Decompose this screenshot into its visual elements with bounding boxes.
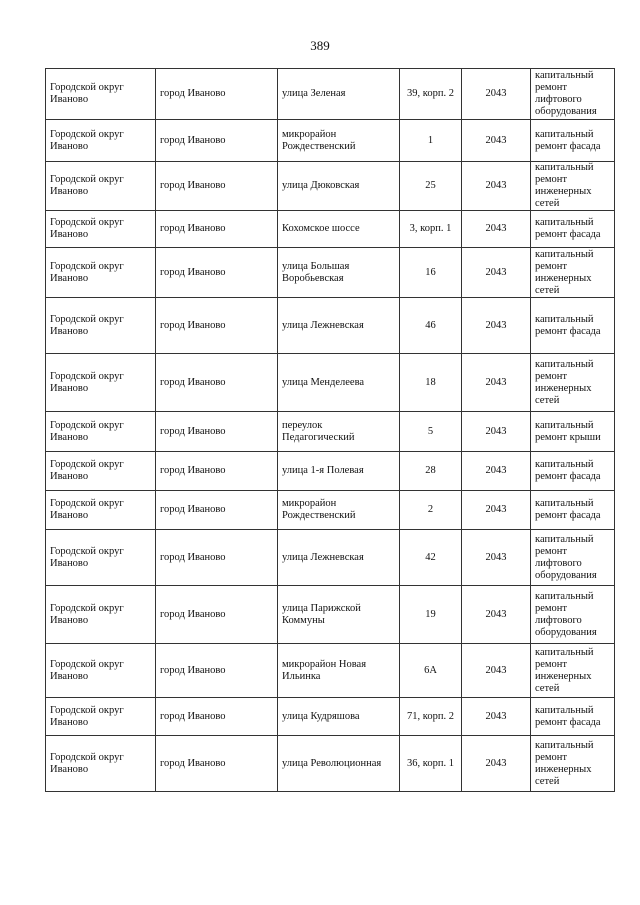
table-row [46, 120, 615, 162]
house-number-cell: 5 [400, 412, 462, 452]
street-cell: улица Менделеева [278, 354, 400, 412]
repair-schedule-table [45, 68, 615, 792]
district-cell: Городской округ Иваново [46, 120, 156, 162]
house-number-cell: 46 [400, 298, 462, 354]
house-number-cell: 71, корп. 2 [400, 698, 462, 736]
district-cell: Городской округ Иваново [46, 736, 156, 792]
city-cell: город Иваново [156, 491, 278, 530]
district-cell: Городской округ Иваново [46, 211, 156, 248]
work-type-cell: капитальный ремонт инженерных сетей [531, 736, 615, 792]
table-row [46, 644, 615, 698]
year-cell: 2043 [462, 491, 531, 530]
house-number-cell: 28 [400, 452, 462, 491]
work-type-cell: капитальный ремонт крыши [531, 412, 615, 452]
city-cell: город Иваново [156, 586, 278, 644]
city-cell: город Иваново [156, 736, 278, 792]
district-cell: Городской округ Иваново [46, 69, 156, 120]
house-number-cell: 16 [400, 248, 462, 298]
table-body [46, 69, 615, 792]
street-cell: улица Зеленая [278, 69, 400, 120]
work-type-cell: капитальный ремонт фасада [531, 211, 615, 248]
table-row [46, 298, 615, 354]
city-cell: город Иваново [156, 354, 278, 412]
year-cell: 2043 [462, 298, 531, 354]
year-cell: 2043 [462, 452, 531, 491]
table-row [46, 248, 615, 298]
city-cell: город Иваново [156, 530, 278, 586]
year-cell: 2043 [462, 644, 531, 698]
table-row [46, 412, 615, 452]
house-number-cell: 1 [400, 120, 462, 162]
district-cell: Городской округ Иваново [46, 248, 156, 298]
table-row [46, 452, 615, 491]
year-cell: 2043 [462, 354, 531, 412]
year-cell: 2043 [462, 162, 531, 211]
city-cell: город Иваново [156, 248, 278, 298]
street-cell: микрорайон Рождественский [278, 120, 400, 162]
street-cell: микрорайон Новая Ильинка [278, 644, 400, 698]
table-row [46, 491, 615, 530]
work-type-cell: капитальный ремонт лифтового оборудования [531, 69, 615, 120]
work-type-cell: капитальный ремонт инженерных сетей [531, 644, 615, 698]
city-cell: город Иваново [156, 412, 278, 452]
year-cell: 2043 [462, 69, 531, 120]
house-number-cell: 25 [400, 162, 462, 211]
table-row [46, 698, 615, 736]
year-cell: 2043 [462, 736, 531, 792]
year-cell: 2043 [462, 248, 531, 298]
city-cell: город Иваново [156, 452, 278, 491]
work-type-cell: капитальный ремонт фасада [531, 298, 615, 354]
house-number-cell: 2 [400, 491, 462, 530]
house-number-cell: 36, корп. 1 [400, 736, 462, 792]
street-cell: переулок Педагогический [278, 412, 400, 452]
district-cell: Городской округ Иваново [46, 586, 156, 644]
district-cell: Городской округ Иваново [46, 162, 156, 211]
work-type-cell: капитальный ремонт фасада [531, 698, 615, 736]
house-number-cell: 18 [400, 354, 462, 412]
street-cell: микрорайон Рождественский [278, 491, 400, 530]
district-cell: Городской округ Иваново [46, 452, 156, 491]
year-cell: 2043 [462, 120, 531, 162]
table-row [46, 736, 615, 792]
district-cell: Городской округ Иваново [46, 530, 156, 586]
street-cell: улица Парижской Коммуны [278, 586, 400, 644]
table-row [46, 354, 615, 412]
house-number-cell: 39, корп. 2 [400, 69, 462, 120]
table-row [46, 211, 615, 248]
street-cell: улица Лежневская [278, 530, 400, 586]
district-cell: Городской округ Иваново [46, 298, 156, 354]
work-type-cell: капитальный ремонт лифтового оборудования [531, 530, 615, 586]
city-cell: город Иваново [156, 211, 278, 248]
city-cell: город Иваново [156, 644, 278, 698]
district-cell: Городской округ Иваново [46, 412, 156, 452]
work-type-cell: капитальный ремонт фасада [531, 491, 615, 530]
page-number: 389 [310, 38, 330, 53]
street-cell: улица Лежневская [278, 298, 400, 354]
house-number-cell: 42 [400, 530, 462, 586]
work-type-cell: капитальный ремонт фасада [531, 120, 615, 162]
work-type-cell: капитальный ремонт инженерных сетей [531, 162, 615, 211]
city-cell: город Иваново [156, 698, 278, 736]
year-cell: 2043 [462, 698, 531, 736]
work-type-cell: капитальный ремонт фасада [531, 452, 615, 491]
house-number-cell: 6А [400, 644, 462, 698]
year-cell: 2043 [462, 211, 531, 248]
table-row [46, 162, 615, 211]
city-cell: город Иваново [156, 120, 278, 162]
street-cell: улица 1-я Полевая [278, 452, 400, 491]
district-cell: Городской округ Иваново [46, 644, 156, 698]
house-number-cell: 3, корп. 1 [400, 211, 462, 248]
city-cell: город Иваново [156, 162, 278, 211]
table-row [46, 586, 615, 644]
table-row [46, 69, 615, 120]
district-cell: Городской округ Иваново [46, 491, 156, 530]
year-cell: 2043 [462, 586, 531, 644]
work-type-cell: капитальный ремонт лифтового оборудования [531, 586, 615, 644]
year-cell: 2043 [462, 530, 531, 586]
street-cell: улица Революционная [278, 736, 400, 792]
district-cell: Городской округ Иваново [46, 354, 156, 412]
work-type-cell: капитальный ремонт инженерных сетей [531, 248, 615, 298]
street-cell: Кохомское шоссе [278, 211, 400, 248]
district-cell: Городской округ Иваново [46, 698, 156, 736]
city-cell: город Иваново [156, 69, 278, 120]
city-cell: город Иваново [156, 298, 278, 354]
work-type-cell: капитальный ремонт инженерных сетей [531, 354, 615, 412]
street-cell: улица Дюковская [278, 162, 400, 211]
house-number-cell: 19 [400, 586, 462, 644]
table-row [46, 530, 615, 586]
street-cell: улица Кудряшова [278, 698, 400, 736]
street-cell: улица Большая Воробьевская [278, 248, 400, 298]
year-cell: 2043 [462, 412, 531, 452]
